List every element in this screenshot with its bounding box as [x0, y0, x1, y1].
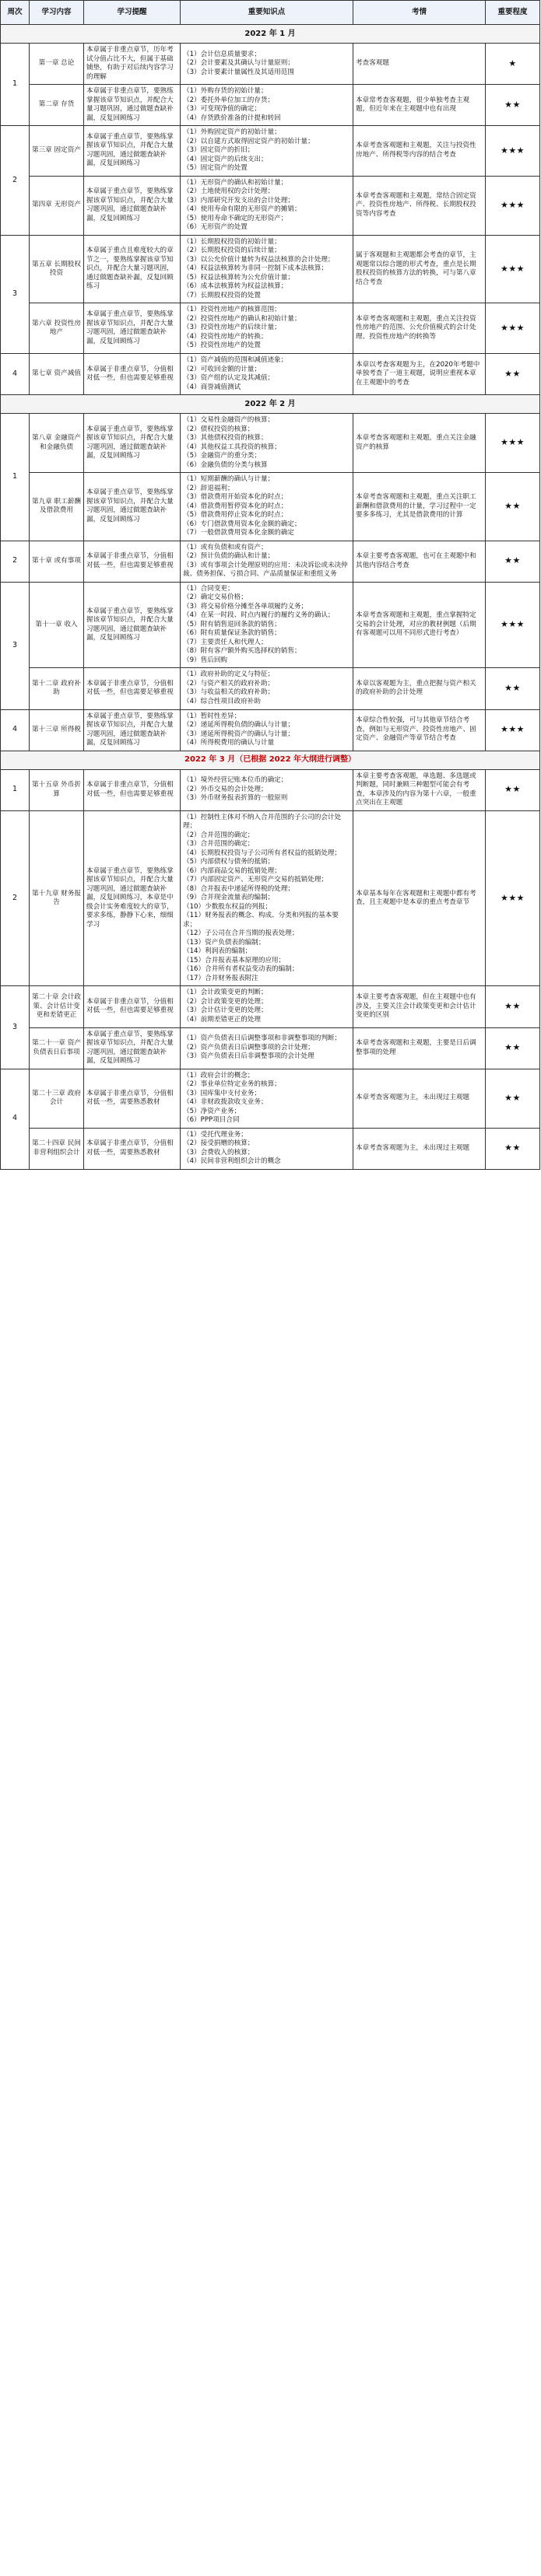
tip-cell: 本章属于非重点章节，历年考试分值占比不大，但属于基础铺垫，有助于对后续内容学习的理解 [84, 44, 181, 85]
key-point-item: （4）商誉减值测试 [183, 383, 241, 391]
key-point-item: （4）存货跌价准备的计提和转回 [183, 114, 281, 122]
key-point-item: （1）或有负债和或有资产； [183, 543, 268, 551]
table-row [1, 769, 540, 810]
key-point-item: （3）固定资产的折旧； [183, 146, 255, 155]
week-cell: 1 [1, 414, 30, 541]
importance-stars: ★★ [486, 541, 540, 582]
exam-cell: 本章主要考查客观题，也可在主观题中和其他内容结合考查 [353, 541, 486, 582]
key-point-item: （7）一般借款费用资本化金额的确定 [183, 529, 294, 537]
week-cell: 1 [1, 769, 30, 810]
exam-cell: 属于客观题和主观题都会考查的章节，主观题常以综合题的形式考查，重点是长期股权投资的核算方法的转换，可与第八章结合考查 [353, 235, 486, 303]
key-point-item: （2）外币交易的会计处理； [183, 785, 268, 793]
month-row [1, 751, 540, 769]
importance-stars: ★★ [486, 986, 540, 1027]
key-point-item: （16）合并所有者权益变动表的编制； [183, 965, 299, 974]
exam-cell: 本章考查客观题和主观题，重点掌握特定交易的会计处理，对应的教材例题（后期有客观题可以用不同形式进行考查） [353, 582, 486, 668]
exam-cell: 本章考查客观题和主观题，关注与投资性房地产、所得税等内容的结合考查 [353, 126, 486, 177]
exam-cell: 本章考查客观题和主观题，重点关注职工薪酬和借款费用的计量，学习过程中一定要多多练习，尤其是借款费用的计算 [353, 473, 486, 541]
chapter-cell: 第七章 资产减值 [30, 353, 84, 394]
exam-cell: 本章考查客观题为主，未出现过主观题 [353, 1069, 486, 1128]
importance-stars: ★★ [486, 473, 540, 541]
table-row [1, 303, 540, 354]
key-point-item: （2）辞退福利； [183, 484, 234, 492]
key-point-item: （4）借款费用暂停资本化的时点； [183, 502, 288, 510]
key-points-cell [181, 176, 353, 235]
table-row [1, 709, 540, 751]
week-cell: 4 [1, 709, 30, 751]
week-cell: 4 [1, 353, 30, 394]
chapter-cell: 第十章 或有事项 [30, 541, 84, 582]
key-point-item: （2）接受捐赠的核算； [183, 1139, 255, 1148]
key-point-item: （2）与资产相关的政府补助； [183, 679, 275, 688]
key-point-item: （3）内部研究开发支出的会计处理； [183, 196, 294, 205]
key-point-item: （6）专门借款费用资本化金额的确定； [183, 520, 301, 528]
key-point-item: （3）会计要素计量属性及其适用范围 [183, 68, 294, 76]
key-point-item: （8）合并报表中递延所得税的处理； [183, 884, 294, 893]
table-row [1, 986, 540, 1027]
header-tip: 学习提醒 [84, 1, 181, 25]
key-point-item: （2）委托外单位加工的存货； [183, 96, 275, 104]
importance-stars: ★★★ [486, 126, 540, 177]
week-cell: 3 [1, 235, 30, 353]
exam-cell: 本章考查客观题和主观题，常结合固定资产、投资性房地产、所得税、长期股权投资等内容考查 [353, 176, 486, 235]
key-point-item: （5）金融资产的重分类； [183, 452, 261, 460]
key-point-item: （6）PPP项目合同 [183, 1116, 240, 1125]
header-points: 重要知识点 [181, 1, 353, 25]
key-point-item: （2）债权投资的核算； [183, 425, 255, 433]
key-point-item: （1）会计信息质量要求； [183, 50, 261, 58]
key-points-cell [181, 235, 353, 303]
key-points-cell [181, 709, 353, 751]
key-point-item: （4）所得税费用的确认与计量 [183, 739, 275, 747]
month-row [1, 25, 540, 44]
chapter-cell: 第十三章 所得税 [30, 709, 84, 751]
key-points-cell [181, 810, 353, 986]
key-point-item: （1）长期股权投资的初始计量； [183, 237, 281, 246]
importance-stars: ★★★ [486, 810, 540, 986]
key-points-cell [181, 582, 353, 668]
week-cell: 2 [1, 126, 30, 236]
key-point-item: （1）受托代理业务； [183, 1130, 248, 1139]
week-cell: 2 [1, 541, 30, 582]
key-point-item: （4）在某一时段、时点内履行的履约义务的确认； [183, 611, 335, 620]
key-point-item: （2）资产负债表日后调整事项的会计处理； [183, 1043, 314, 1052]
table-row [1, 810, 540, 986]
key-point-item: （1）投资性房地产的核算范围； [183, 306, 281, 314]
exam-cell: 本章主要考查客观题，单选题、多选题或判断题，同时兼顾三种题型可能会有考查，本章涉及的内容为第十六章，一般重点突出在主观题 [353, 769, 486, 810]
tip-cell: 本章属于非重点章节，分值相对低一些，需要熟悉教材 [84, 1128, 181, 1169]
tip-cell: 本章属于重点章节，要熟练掌握该章节知识点，并配合大量习题巩固，通过做题查缺补漏，反复回顾练习 [84, 473, 181, 541]
chapter-cell: 第八章 金融资产和金融负债 [30, 414, 84, 473]
key-points-cell [181, 303, 353, 354]
key-point-item: （3）将交易价格分摊至各单项履约义务； [183, 602, 308, 611]
key-point-item: （2）预计负债的确认和计量； [183, 552, 275, 561]
key-point-item: （4）权益法核算转为非同一控制下成本法核算； [183, 264, 328, 273]
key-point-item: （3）投资性房地产的后续计量； [183, 324, 281, 332]
key-point-item: （2）会计政策变更的处理； [183, 997, 268, 1006]
key-points-cell [181, 126, 353, 177]
tip-cell: 本章属于重点章节，要熟练掌握该章节知识点，并配合大量习题巩固，通过做题查缺补漏，反复回顾练习 [84, 176, 181, 235]
key-points-cell [181, 85, 353, 126]
key-point-item: （1）暂时性差异； [183, 712, 241, 720]
key-point-item: （6）无形资产的处置 [183, 223, 248, 232]
key-points-cell [181, 1128, 353, 1169]
key-point-item: （14）利润表的编制； [183, 947, 252, 956]
key-point-item: （1）政府会计的概念； [183, 1071, 255, 1080]
table-row [1, 235, 540, 303]
key-point-item: （4）使用寿命有限的无形资产的摊销； [183, 205, 301, 214]
exam-cell: 本章考查客观题和主观题，重点关注金融资产的核算 [353, 414, 486, 473]
tip-cell: 本章属于非重点章节，要熟练掌握该章节知识点，并配合大量习题巩固，通过做题查缺补漏，反复回顾练习 [84, 85, 181, 126]
week-cell: 4 [1, 1069, 30, 1169]
exam-cell: 本章常考查客观题，很少单独考查主观题，但近年来在主观题中也有出现 [353, 85, 486, 126]
chapter-cell: 第一章 总论 [30, 44, 84, 85]
key-points-cell [181, 1069, 353, 1128]
key-point-item: （3）合并范围的确定； [183, 840, 255, 849]
key-point-item: （5）借款费用停止资本化的时点； [183, 511, 288, 520]
key-point-item: （2）会计要素及其确认与计量原则； [183, 59, 294, 68]
key-point-item: （7）内部固定资产、无形资产交易的抵销处理； [183, 876, 328, 884]
key-point-item: （3）会费收入的核算； [183, 1148, 255, 1157]
key-point-item: （6）金融负债的分类与核算 [183, 460, 268, 469]
importance-stars: ★★ [486, 85, 540, 126]
key-point-item: （4）民间非营利组织会计的概念 [183, 1157, 281, 1166]
study-plan-table [0, 0, 540, 1170]
key-points-cell [181, 668, 353, 709]
key-point-item: （1）无形资产的确认和初始计量； [183, 178, 288, 187]
tip-cell: 本章属于非重点章节，分值相对低一些，但也需要足够重视 [84, 769, 181, 810]
key-point-item: （3）国库集中支付业务； [183, 1089, 261, 1097]
chapter-cell: 第九章 职工薪酬及借款费用 [30, 473, 84, 541]
chapter-cell: 第四章 无形资产 [30, 176, 84, 235]
key-point-item: （12）子公司在合并当期的报表处理； [183, 929, 299, 938]
key-point-item: （6）成本法核算转为权益法核算； [183, 282, 288, 291]
key-point-item: （4）非财政拨款收支业务； [183, 1098, 268, 1107]
key-point-item: （1）资产负债表日后调整事项和非调整事项的判断； [183, 1034, 342, 1043]
key-points-cell [181, 353, 353, 394]
key-point-item: （4）固定资产的后续支出； [183, 155, 268, 163]
key-point-item: （3）资产组的认定及其减值； [183, 374, 275, 383]
table-row [1, 1069, 540, 1128]
table-row [1, 1027, 540, 1069]
key-point-item: （2）合并范围的确定； [183, 831, 255, 839]
key-points-cell [181, 44, 353, 85]
chapter-cell: 第二十一章 资产负债表日后事项 [30, 1027, 84, 1069]
key-points-cell [181, 541, 353, 582]
table-row [1, 414, 540, 473]
tip-cell: 本章属于重点章节，要熟练掌握该章节知识点，并配合大量习题巩固，通过做题查缺补漏，反复回顾练习 [84, 1027, 181, 1069]
chapter-cell: 第十五章 外币折算 [30, 769, 84, 810]
key-point-item: （1）资产减值的范围和减值迹象； [183, 355, 288, 364]
table-row [1, 541, 540, 582]
key-point-item: （1）交易性金融资产的核算； [183, 416, 275, 425]
importance-stars: ★★ [486, 1027, 540, 1069]
key-point-item: （4）其他权益工具投资的核算； [183, 443, 281, 451]
key-point-item: （11）财务报表的概念、构成、分类和列报的基本要求； [183, 912, 339, 929]
exam-cell: 本章基本每年在客观题和主观题中都有考查，且主观题中是本章的重点考查章节 [353, 810, 486, 986]
importance-stars: ★★★ [486, 176, 540, 235]
table-row [1, 126, 540, 177]
key-point-item: （13）资产负债表的编制； [183, 938, 265, 947]
tip-cell: 本章属于重点章节，要熟练掌握该章节知识点，并配合大量习题巩固，通过做题查缺补漏，反复回顾练习 [84, 126, 181, 177]
chapter-cell: 第二十章 会计政策、会计估计变更和差错更正 [30, 986, 84, 1027]
chapter-cell: 第十九章 财务报告 [30, 810, 84, 986]
key-points-cell [181, 414, 353, 473]
key-point-item: （4）投资性房地产的转换； [183, 332, 268, 341]
tip-cell: 本章属于重点章节，要熟练掌握该章节知识点，并配合大量习题巩固，通过做题查缺补漏，反复回顾练习 [84, 414, 181, 473]
key-point-item: （2）土地使用权的会计处理； [183, 187, 275, 196]
importance-stars: ★★ [486, 1069, 540, 1128]
key-points-cell [181, 1027, 353, 1069]
tip-cell: 本章属于非重点章节，分值相对低一些，但也需要足够重视 [84, 986, 181, 1027]
importance-stars: ★★ [486, 1128, 540, 1169]
key-point-item: （1）外购存货的初始计量； [183, 87, 268, 96]
key-point-item: （3）外币财务报表折算的一般原则 [183, 794, 288, 803]
table-row [1, 85, 540, 126]
key-point-item: （8）附有客户额外购买选择权的销售； [183, 647, 301, 656]
table-row [1, 353, 540, 394]
week-cell: 3 [1, 582, 30, 709]
key-point-item: （2）以自建方式取得固定资产的初始计量； [183, 137, 314, 145]
importance-stars: ★★★ [486, 303, 540, 354]
tip-cell: 本章属于重点章节，要熟练掌握该章节知识点，并配合大量习题巩固，通过做题查缺补漏，反复回顾练习，本章是中级会计实务难度较大的章节，要求多练，静静下心来，细细学习 [84, 810, 181, 986]
key-point-item: （3）借款费用开始资本化的时点； [183, 493, 288, 502]
tip-cell: 本章属于非重点章节，分值相对低一些，但也需要足够重视 [84, 353, 181, 394]
key-points-cell [181, 473, 353, 541]
month-title: 2022 年 3 月（已根据 2022 年大纲进行调整） [1, 751, 540, 769]
key-point-item: （2）长期股权投资的后续计量； [183, 247, 281, 255]
chapter-cell: 第二十三章 政府会计 [30, 1069, 84, 1128]
table-row [1, 668, 540, 709]
key-point-item: （7）主要责任人和代理人； [183, 638, 268, 646]
key-point-item: （5）投资性房地产的处置 [183, 341, 261, 350]
key-point-item: （4）综合性项目政府补助 [183, 698, 261, 705]
week-cell: 2 [1, 810, 30, 986]
tip-cell: 本章属于非重点章节，分值相对低一些，但也需要足够重视 [84, 541, 181, 582]
importance-stars: ★★ [486, 668, 540, 709]
key-point-item: （5）附有销售退回条款的销售； [183, 620, 281, 628]
key-point-item: （3）可变现净值的确定； [183, 105, 261, 114]
header-exam: 考情 [353, 1, 486, 25]
exam-cell: 考查客观题 [353, 44, 486, 85]
key-point-item: （3）其他债权投资的核算； [183, 434, 268, 443]
key-point-item: （5）权益法核算转为公允价值计量； [183, 273, 294, 282]
key-point-item: （5）净资产业务； [183, 1107, 241, 1115]
key-point-item: （2）可收回金额的计量； [183, 365, 261, 373]
header-chapter: 学习内容 [30, 1, 84, 25]
key-point-item: （2）投资性房地产的确认和初始计量； [183, 314, 301, 323]
tip-cell: 本章属于重点章节，要熟练掌握该章节知识点，并配合大量习题巩固，通过做题查缺补漏，反复回顾练习 [84, 709, 181, 751]
table-body [1, 25, 540, 1170]
key-point-item: （3）会计估计变更的处理； [183, 1006, 268, 1015]
chapter-cell: 第六章 投资性房地产 [30, 303, 84, 354]
chapter-cell: 第二十四章 民间非营利组织会计 [30, 1128, 84, 1169]
header-week: 周次 [1, 1, 30, 25]
tip-cell: 本章属于非重点章节，分值相对低一些，需要熟悉教材 [84, 1069, 181, 1128]
key-points-cell [181, 769, 353, 810]
chapter-cell: 第二章 存货 [30, 85, 84, 126]
key-point-item: （3）或有事项会计处理原则的应用：未决诉讼或未决仲裁、债务担保、亏损合同、产品质量保证和重组义务 [183, 561, 348, 579]
key-point-item: （2）递延所得税负债的确认与计量； [183, 721, 294, 730]
exam-cell: 本章以客观题为主，重点把握与资产相关的政府补助的会计处理 [353, 668, 486, 709]
importance-stars: ★★★ [486, 709, 540, 751]
importance-stars: ★★ [486, 769, 540, 810]
exam-cell: 本章主要考查客观题，但在主观题中也有涉及，主要关注会计政策变更和会计估计变更的区别 [353, 986, 486, 1027]
exam-cell: 本章考查客观题和主观题，重点关注投资性房地产的范围、公允价值模式的会计处理、投资性房地产的转换等 [353, 303, 486, 354]
key-point-item: （1）政府补助的定义与特征； [183, 670, 275, 679]
key-point-item: （3）资产负债表日后非调整事项的会计处理 [183, 1052, 314, 1061]
importance-stars: ★★★ [486, 414, 540, 473]
table-row [1, 176, 540, 235]
table-row [1, 1128, 540, 1169]
key-point-item: （1）短期薪酬的确认与计量； [183, 475, 275, 484]
table-header-row [1, 1, 540, 25]
week-cell: 3 [1, 986, 30, 1069]
tip-cell: 本章属于非重点章节，分值相对低一些，但也需要足够重视 [84, 668, 181, 709]
exam-cell: 本章考查客观题为主，未出现过主观题 [353, 1128, 486, 1169]
key-point-item: （5）内部债权与债务的抵销； [183, 858, 275, 866]
key-point-item: （1）境外经营记账本位币的确定； [183, 776, 288, 785]
month-title: 2022 年 1 月 [1, 25, 540, 44]
importance-stars: ★★★ [486, 235, 540, 303]
key-point-item: （6）附有质量保证条款的销售； [183, 629, 281, 638]
month-title: 2022 年 2 月 [1, 395, 540, 414]
key-point-item: （7）长期股权投资的处置 [183, 291, 261, 299]
key-point-item: （6）内部商品交易的抵销处理； [183, 866, 281, 875]
month-row [1, 395, 540, 414]
tip-cell: 本章属于重点章节，要熟练掌握该章节知识点，并配合大量习题巩固，通过做题查缺补漏，反复回顾练习 [84, 582, 181, 668]
exam-cell: 本章以考查客观题为主，在2020年考题中单独考查了一道主观题，说明应重视本章在主观题中的考查 [353, 353, 486, 394]
key-point-item: （3）与收益相关的政府补助； [183, 688, 275, 697]
exam-cell: 本章考查客观题和主观题，主要是日后调整事项的处理 [353, 1027, 486, 1069]
table-row [1, 44, 540, 85]
key-point-item: （1）外购固定资产的初始计量； [183, 128, 281, 137]
key-point-item: （1）合同变更； [183, 584, 234, 593]
table-row [1, 473, 540, 541]
key-points-cell [181, 986, 353, 1027]
key-point-item: （2）事业单位特定业务的核算； [183, 1080, 281, 1089]
chapter-cell: 第三章 固定资产 [30, 126, 84, 177]
importance-stars: ★★★ [486, 582, 540, 668]
key-point-item: （5）固定资产的处置 [183, 164, 248, 173]
key-point-item: （5）使用寿命不确定的无形资产； [183, 214, 288, 222]
tip-cell: 本章属于重点章节，要熟练掌握该章节知识点，并配合大量习题巩固，通过做题查缺补漏，反复回顾练习 [84, 303, 181, 354]
key-point-item: （17）合并财务报表附注 [183, 974, 258, 982]
key-point-item: （1）会计政策变更的判断； [183, 989, 268, 997]
key-point-item: （4）前期差错更正的处理 [183, 1015, 261, 1024]
chapter-cell: 第五章 长期股权投资 [30, 235, 84, 303]
key-point-item: （2）确定交易价格； [183, 593, 248, 602]
key-point-item: （15）合并报表基本原理的应用； [183, 956, 286, 964]
chapter-cell: 第十二章 政府补助 [30, 668, 84, 709]
week-cell: 1 [1, 44, 30, 126]
key-point-item: （1）控制性主体对不纳入合并范围的子公司的会计处理； [183, 813, 342, 831]
key-point-item: （10）少数股东权益的列报； [183, 902, 272, 911]
key-point-item: （9）合并现金流量表的编制； [183, 894, 275, 902]
key-point-item: （4）长期股权投资与子公司所有者权益的抵销处理； [183, 849, 342, 857]
exam-cell: 本章综合性较强，可与其他章节结合考查，例如与无形资产、投资性房地产、固定资产、金融资产等章节结合考查 [353, 709, 486, 751]
key-point-item: （3）以公允价值计量转为权益法核算的会计处理； [183, 255, 335, 264]
table-row [1, 582, 540, 668]
tip-cell: 本章属于重点且难度较大的章节之一，要熟练掌握该章节知识点，并配合大量习题巩固，通过做题查缺补漏，反复回顾练习 [84, 235, 181, 303]
importance-stars: ★ [486, 44, 540, 85]
chapter-cell: 第十一章 收入 [30, 582, 84, 668]
key-point-item: （9）售后回购 [183, 656, 228, 664]
importance-stars: ★★ [486, 353, 540, 394]
key-point-item: （3）递延所得税资产的确认与计量； [183, 730, 294, 738]
header-importance: 重要程度 [486, 1, 540, 25]
